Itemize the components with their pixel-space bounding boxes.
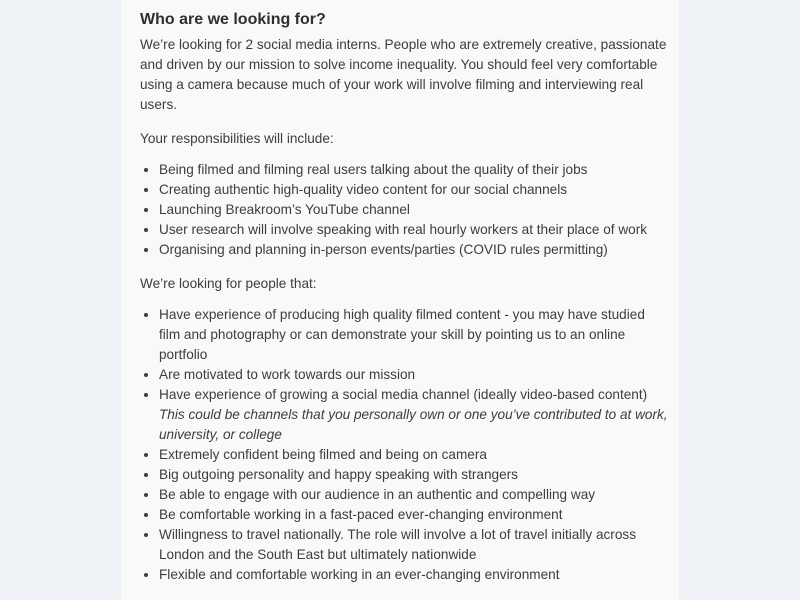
list-item — [140, 305, 668, 365]
list-item: Being filmed and filming real users talking about the quality of their jobs — [140, 160, 668, 180]
list-item-text: Big outgoing personality and happy speaking with strangers — [159, 467, 518, 482]
list-item-text: Extremely confident being filmed and being on camera — [159, 447, 487, 462]
people-list — [140, 305, 668, 585]
list-item: Organising and planning in-person events/parties (COVID rules permitting) — [140, 240, 668, 260]
list-item — [140, 565, 668, 585]
list-item — [140, 365, 668, 385]
responsibilities-title: Your responsibilities will include: — [140, 131, 334, 146]
intro-paragraph: We’re looking for 2 social media interns. People who are extremely creative, passionate and driven by our mission to solve income inequality. You should feel very comfortable using a camera because much of your work will involve filming and interviewing real users. — [140, 37, 667, 112]
job-description-content — [140, 9, 668, 585]
responsibilities-list — [140, 160, 668, 260]
list-item — [140, 485, 668, 505]
list-item-text: Willingness to travel nationally. The role will involve a lot of travel initially across London and the South East but ultimately nationwide — [159, 527, 636, 562]
list-item — [140, 445, 668, 465]
list-item-note: This could be channels that you personally own or one you’ve contributed to at work, university, or college — [159, 407, 668, 442]
list-item: Launching Breakroom’s YouTube channel — [140, 200, 668, 220]
job-description-panel — [121, 0, 679, 600]
list-item — [140, 465, 668, 485]
list-item: Creating authentic high-quality video content for our social channels — [140, 180, 668, 200]
list-item-text: Have experience of growing a social media channel (ideally video-based content) — [159, 387, 648, 402]
list-item: User research will involve speaking with real hourly workers at their place of work — [140, 220, 668, 240]
list-item-text: Have experience of producing high quality filmed content - you may have studied film and photography or can demonstrate your skill by pointing us to an online portfolio — [159, 307, 645, 362]
list-item-text: Be comfortable working in a fast-paced ever-changing environment — [159, 507, 563, 522]
list-item — [140, 525, 668, 565]
section-heading: Who are we looking for? — [140, 11, 326, 28]
list-item-text: Are motivated to work towards our mission — [159, 367, 416, 382]
people-title: We’re looking for people that: — [140, 276, 317, 291]
list-item — [140, 505, 668, 525]
list-item-text: Be able to engage with our audience in an authentic and compelling way — [159, 487, 596, 502]
list-item-text: Flexible and comfortable working in an ever-changing environment — [159, 567, 560, 582]
list-item — [140, 385, 668, 445]
